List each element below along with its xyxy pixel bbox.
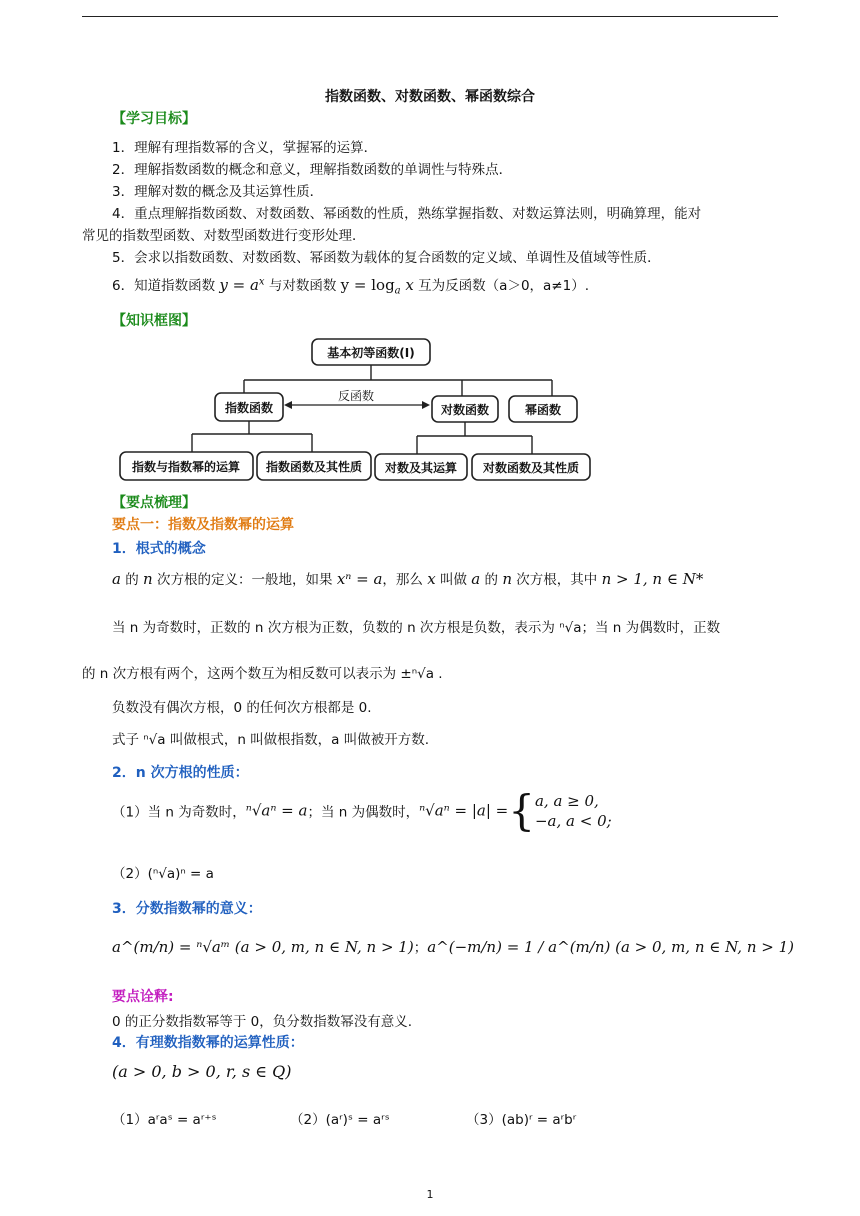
goal-item-6 [112,274,589,297]
rule-2: （2）(aʳ)ˢ = aʳˢ [290,1112,390,1128]
case-brace: { [508,786,535,835]
page-title: 指数函数、对数函数、幂函数综合 [325,89,535,105]
even-root-line: 的 n 次方根有两个，这两个数互为相反数可以表示为 ±ⁿ√a . [82,666,443,682]
frac-sep: ； [413,940,428,956]
point1-header: 要点一：指数及指数幂的运算 [112,517,294,533]
node-log-label: 对数函数 [440,403,490,417]
def-a: a [112,570,121,588]
header-rule [82,16,778,17]
goal-item-4: 4．重点理解指数函数、对数函数、幂函数的性质，熟练掌握指数、对数运算法则，明确算理，能对 [112,206,702,222]
rational-condition: (a > 0, b > 0, r, s ∈ Q) [112,1062,292,1081]
def-a-2: a [471,570,481,588]
def-text2: 次方根的定义：一般地，如果 [152,572,337,588]
def-text3: ，那么 [382,572,428,588]
def-cond: n > 1, n ∈ N* [601,570,704,588]
goal-item-4-cont: 常见的指数型函数、对数型函数进行变形处理． [82,228,366,244]
def-x: x [427,570,436,588]
root-definition [112,568,703,588]
note-text: 0 的正分数指数幂等于 0，负分数指数幂没有意义. [112,1014,413,1030]
node-leaf-3-label: 对数及其运算 [384,461,458,475]
def-text1: 的 [120,572,144,588]
goal6-exp-func: y = a [219,276,259,294]
goals-header: 【学习目标】 [112,111,196,127]
node-leaf-1-label: 指数与指数幂的运算 [131,460,241,474]
goal-item-2: 2．理解指数函数的概念和意义，理解指数函数的单调性与特殊点． [112,162,513,178]
sub2-header: 2．n 次方根的性质： [112,765,249,781]
node-leaf-2-label: 指数函数及其性质 [265,460,363,474]
node-leaf-4-label: 对数函数及其性质 [482,461,580,475]
goal-item-3: 3．理解对数的概念及其运算性质． [112,184,324,200]
frac-formula-1: a^(m/n) = ⁿ√aᵐ (a > 0, m, n ∈ N, n > 1) [112,938,414,956]
nth-root-property-1 [112,786,612,840]
rule-3: （3）(ab)ʳ = aʳbʳ [466,1112,577,1128]
goal6-log-sub: a [394,285,401,297]
case-2: −a, a < 0; [534,811,612,830]
sub3-header: 3．分数指数幂的意义： [112,901,262,917]
negative-root-line: 负数没有偶次方根，0 的任何次方根都是 0. [112,700,372,716]
prop1-even: ⁿ√aⁿ = |a| = [419,801,509,820]
rule-1: （1）aʳaˢ = aʳ⁺ˢ [112,1112,217,1128]
keypoints-header: 【要点梳理】 [112,495,196,511]
goal6-prefix: 6．知道指数函数 [112,278,220,294]
nth-root-property-2: （2）(ⁿ√a)ⁿ = a [112,866,214,882]
goal-item-5: 5．会求以指数函数、对数函数、幂函数为载体的复合函数的定义域、单调性及值域等性质． [112,250,661,266]
node-exp-label: 指数函数 [224,401,274,415]
note-header: 要点诠释: [112,989,174,1005]
def-text5: 次方根，其中 [511,572,602,588]
def-text4: 叫做 [435,572,472,588]
fractional-exponent-formulas [112,936,794,956]
case-stack [535,791,612,831]
goal6-exp-sup: x [258,276,265,288]
case-1: a, a ≥ 0, [534,791,599,810]
def-text1-2: 的 [480,572,503,588]
sub4-header: 4．有理数指数幂的运算性质： [112,1035,304,1051]
prop1-odd: ⁿ√aⁿ = a [245,801,308,820]
goal6-mid: 与对数函数 [264,278,341,294]
knowledge-framework-diagram [112,336,602,488]
def-eq: xⁿ = a [336,570,383,588]
inverse-label: 反函数 [337,389,375,403]
def-n: n [143,570,153,588]
prop1-prefix: （1）当 n 为奇数时， [112,804,246,821]
odd-root-line: 当 n 为奇数时，正数的 n 次方根为正数，负数的 n 次方根是负数，表示为 ⁿ√a；当 n 为偶数时，正数 [112,620,721,636]
node-root-label: 基本初等函数(I) [327,346,415,360]
node-pow-label: 幂函数 [524,403,562,417]
page-number: 1 [426,1188,434,1201]
goal6-log-func: y = log [340,276,395,294]
framework-header: 【知识框图】 [112,313,196,329]
goal-item-1: 1．理解有理指数幂的含义，掌握幂的运算． [112,140,378,156]
sub1-header: 1．根式的概念 [112,541,206,557]
goal6-suffix: 互为反函数（a＞0，a≠1）. [413,278,589,294]
def-n-2: n [502,570,512,588]
goal6-log-x: x [400,276,414,294]
prop1-mid: ；当 n 为偶数时， [307,804,420,821]
radical-line: 式子 ⁿ√a 叫做根式，n 叫做根指数，a 叫做被开方数. [112,732,430,748]
frac-formula-2: a^(−m/n) = 1 / a^(m/n) (a > 0, m, n ∈ N, n > 1) [427,938,795,956]
